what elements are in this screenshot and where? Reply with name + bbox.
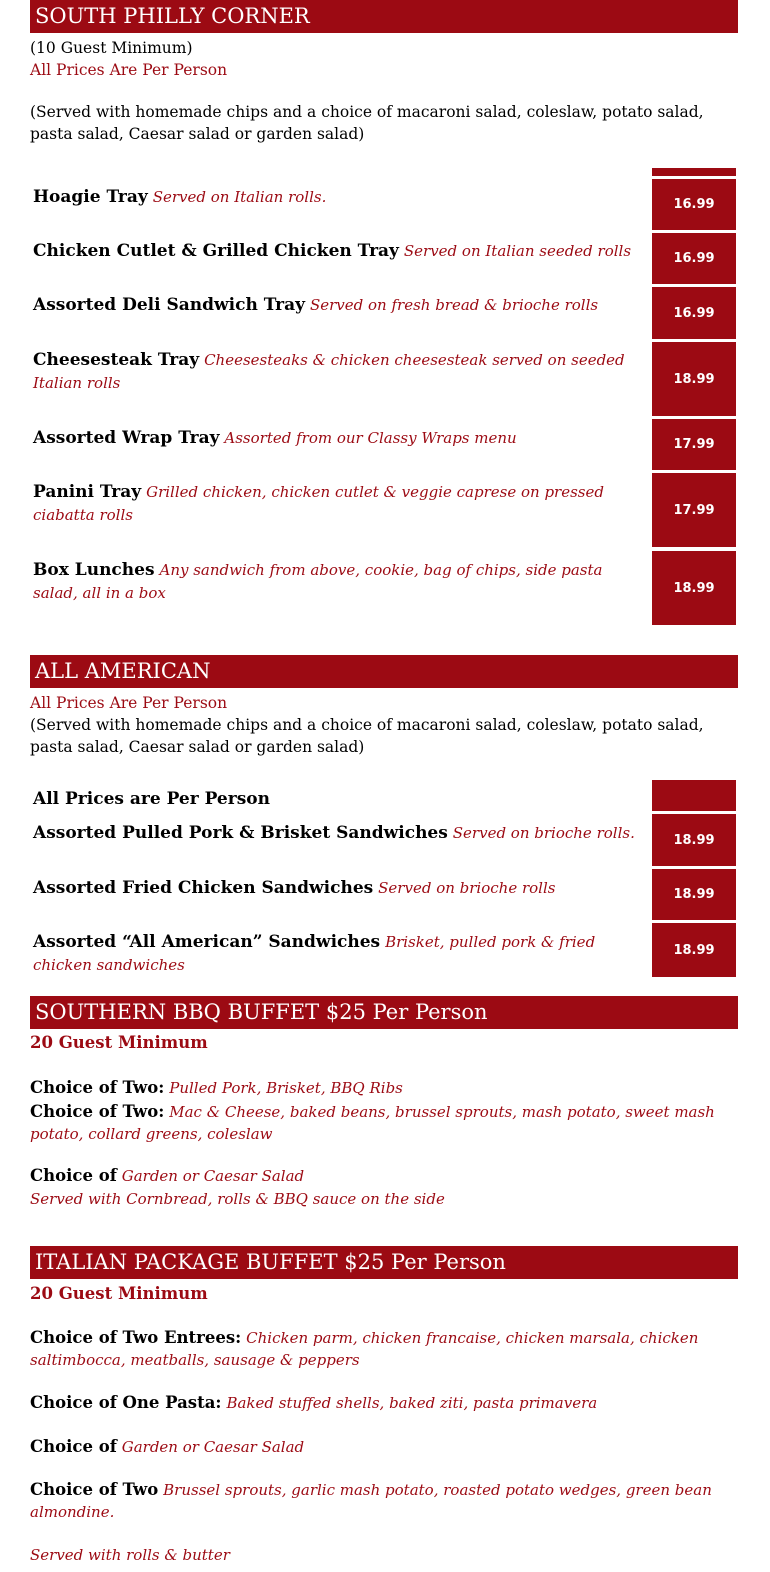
item-description: Assorted from our Classy Wraps menu: [224, 429, 517, 447]
table-header-row: [33, 788, 648, 811]
guest-minimum: 20 Guest Minimum: [30, 1033, 208, 1052]
item-price: 16.99: [652, 179, 736, 230]
item-price: 18.99: [652, 869, 736, 920]
section-header-all-american: ALL AMERICAN: [30, 655, 738, 688]
choice-line: [30, 1392, 730, 1414]
menu-item: [33, 294, 648, 317]
price-column-header: [652, 780, 736, 811]
item-description: Served on brioche rolls.: [452, 824, 635, 842]
item-name: Panini Tray: [33, 482, 142, 502]
menu-item: [33, 349, 648, 395]
item-description: Any sandwich from above, cookie, bag of chips, side pasta salad, all in a box: [33, 561, 603, 602]
served-note: [30, 1544, 730, 1566]
section-header-south-philly: SOUTH PHILLY CORNER: [30, 0, 738, 33]
choice-line: [30, 1436, 730, 1458]
item-price: 18.99: [652, 551, 736, 625]
choice-label: Choice of Two:: [30, 1078, 165, 1097]
choice-options: Garden or Caesar Salad: [121, 1167, 305, 1185]
menu-item: [33, 481, 648, 527]
per-person-note: All Prices Are Per Person: [30, 61, 228, 79]
item-description: Served on fresh bread & brioche rolls: [309, 296, 599, 314]
item-price: 17.99: [652, 419, 736, 470]
choice-options: Mac & Cheese, baked beans, brussel sprouts, mash potato, sweet mash potato, collard greens, coleslaw: [30, 1103, 715, 1143]
choice-label: Choice of Two:: [30, 1102, 165, 1121]
choice-label: Choice of Two Entrees:: [30, 1328, 242, 1347]
item-price: 18.99: [652, 342, 736, 416]
menu-item: [33, 877, 648, 900]
item-description: Served on Italian rolls.: [152, 188, 327, 206]
menu-item: [33, 931, 648, 977]
choice-options: Pulled Pork, Brisket, BBQ Ribs: [169, 1079, 403, 1097]
item-name: Assorted Pulled Pork & Brisket Sandwiches: [33, 823, 448, 843]
menu-item: [33, 186, 648, 209]
served-note: [30, 1188, 730, 1210]
choice-line: [30, 1479, 730, 1523]
item-name: Assorted “All American” Sandwiches: [33, 932, 381, 952]
served-with-note: (Served with homemade chips and a choice of macaroni salad, coleslaw, potato salad, pasta salad, Caesar salad or garden salad): [30, 716, 704, 756]
item-name: Box Lunches: [33, 560, 155, 580]
table-header-label: All Prices are Per Person: [33, 789, 270, 809]
choice-label: Choice of Two: [30, 1480, 159, 1499]
choice-line: [30, 1077, 730, 1099]
served-with-text: Served with Cornbread, rolls & BBQ sauce on the side: [30, 1190, 445, 1208]
item-name: Assorted Fried Chicken Sandwiches: [33, 878, 374, 898]
per-person-note: All Prices Are Per Person: [30, 694, 228, 712]
item-name: Chicken Cutlet & Grilled Chicken Tray: [33, 241, 399, 261]
item-price: 16.99: [652, 287, 736, 339]
item-description: Served on Italian seeded rolls: [403, 242, 632, 260]
item-name: Cheesesteak Tray: [33, 350, 200, 370]
item-price: 18.99: [652, 814, 736, 866]
choice-line: [30, 1327, 730, 1371]
menu-item: [33, 822, 648, 845]
choice-line: [30, 1101, 730, 1145]
guest-minimum: 20 Guest Minimum: [30, 1284, 208, 1303]
section-header-southern-bbq: SOUTHERN BBQ BUFFET $25 Per Person: [30, 996, 738, 1029]
menu-item: [33, 240, 648, 263]
served-with-note: (Served with homemade chips and a choice of macaroni salad, coleslaw, potato salad, pasta salad, Caesar salad or garden salad): [30, 103, 704, 143]
menu-item: [33, 559, 648, 605]
choice-options: Garden or Caesar Salad: [121, 1438, 305, 1456]
item-name: Hoagie Tray: [33, 187, 148, 207]
item-name: Assorted Deli Sandwich Tray: [33, 295, 306, 315]
item-price: 17.99: [652, 473, 736, 547]
choice-options: Chicken parm, chicken francaise, chicken marsala, chicken saltimbocca, meatballs, sausage & peppers: [30, 1329, 699, 1369]
item-price: 18.99: [652, 923, 736, 977]
choice-label: Choice of: [30, 1166, 117, 1185]
served-with-text: Served with rolls & butter: [30, 1546, 230, 1564]
section-header-italian: ITALIAN PACKAGE BUFFET $25 Per Person: [30, 1246, 738, 1279]
choice-line: [30, 1165, 730, 1187]
item-description: Cheesesteaks & chicken cheesesteak served on seeded Italian rolls: [33, 351, 625, 392]
item-description: Served on brioche rolls: [378, 879, 556, 897]
item-price: 16.99: [652, 233, 736, 284]
item-description: Grilled chicken, chicken cutlet & veggie caprese on pressed ciabatta rolls: [33, 483, 604, 524]
choice-options: Brussel sprouts, garlic mash potato, roasted potato wedges, green bean almondine.: [30, 1481, 712, 1521]
choice-options: Baked stuffed shells, baked ziti, pasta primavera: [226, 1394, 598, 1412]
menu-item: [33, 427, 648, 450]
item-name: Assorted Wrap Tray: [33, 428, 220, 448]
guest-minimum: (10 Guest Minimum): [30, 39, 193, 57]
item-description: Brisket, pulled pork & fried chicken sandwiches: [33, 933, 596, 974]
choice-label: Choice of One Pasta:: [30, 1393, 222, 1412]
choice-label: Choice of: [30, 1437, 117, 1456]
price-column-header: [652, 168, 736, 176]
